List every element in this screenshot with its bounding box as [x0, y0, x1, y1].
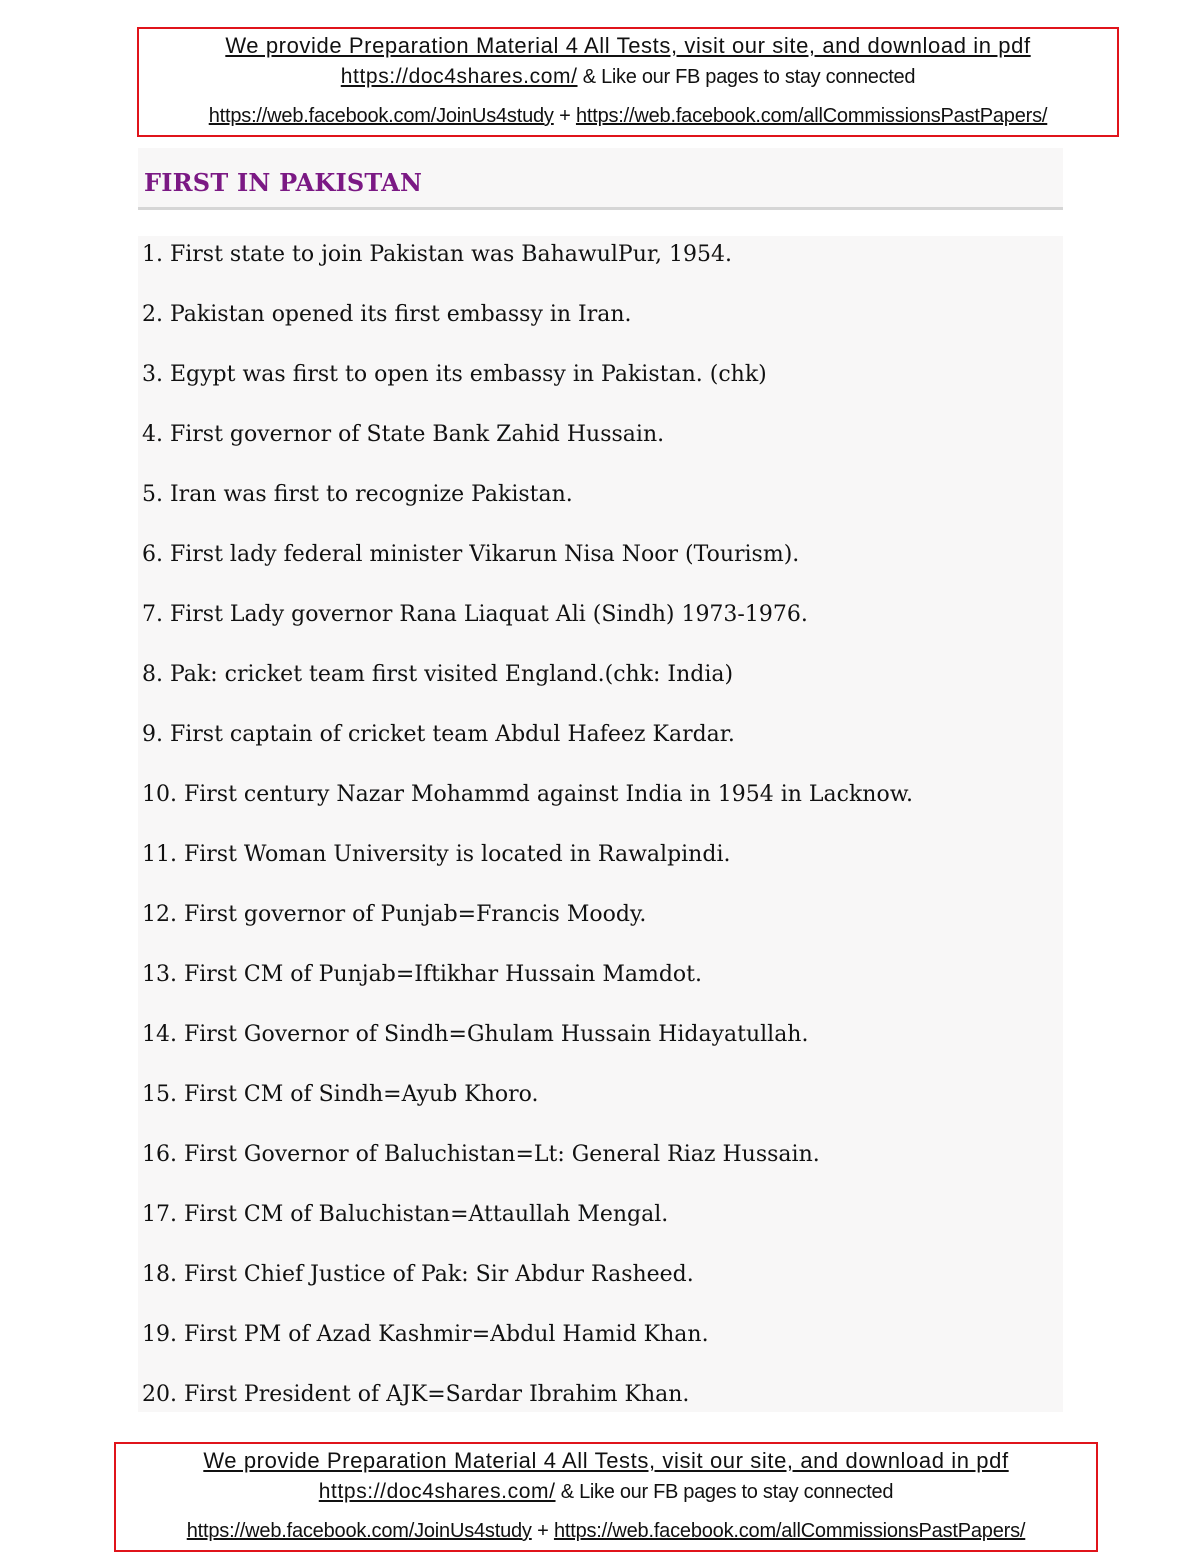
list-item: 1. First state to join Pakistan was BahawulPur, 1954. [142, 242, 732, 267]
promo-site-line [139, 65, 1117, 89]
facts-list [138, 236, 1063, 1412]
list-item: 8. Pak: cricket team first visited England.(chk: India) [142, 662, 734, 687]
promo-headline[interactable]: We provide Preparation Material 4 All Tests, visit our site, and download in pdf [203, 1448, 1009, 1473]
promo-banner-top [137, 27, 1119, 137]
facebook-link-commissions[interactable]: https://web.facebook.com/allCommissionsPastPapers/ [575, 105, 1048, 127]
list-item: 17. First CM of Baluchistan=Attaullah Mengal. [142, 1202, 669, 1227]
page-title: FIRST IN PAKISTAN [144, 168, 423, 197]
link-separator: + [531, 1520, 554, 1542]
promo-facebook-line [116, 1520, 1096, 1543]
facebook-link-commissions[interactable]: https://web.facebook.com/allCommissionsPastPapers/ [553, 1520, 1026, 1542]
promo-connect-text: & Like our FB pages to stay connected [577, 66, 916, 88]
list-item: 14. First Governor of Sindh=Ghulam Hussain Hidayatullah. [142, 1022, 809, 1047]
list-item: 12. First governor of Punjab=Francis Moody. [142, 902, 647, 927]
facebook-link-joinus[interactable]: https://web.facebook.com/JoinUs4study [208, 105, 554, 127]
list-item: 7. First Lady governor Rana Liaquat Ali (Sindh) 1973-1976. [142, 602, 808, 627]
site-link[interactable]: https://doc4shares.com/ [318, 1480, 556, 1503]
list-item: 2. Pakistan opened its first embassy in Iran. [142, 302, 632, 327]
list-item: 11. First Woman University is located in Rawalpindi. [142, 842, 731, 867]
list-item: 20. First President of AJK=Sardar Ibrahim Khan. [142, 1382, 690, 1407]
list-item: 5. Iran was first to recognize Pakistan. [142, 482, 573, 507]
list-item: 3. Egypt was first to open its embassy in Pakistan. (chk) [142, 362, 767, 387]
list-item: 4. First governor of State Bank Zahid Hussain. [142, 422, 665, 447]
promo-site-line [116, 1480, 1096, 1504]
promo-facebook-line [139, 105, 1117, 128]
list-item: 16. First Governor of Baluchistan=Lt: General Riaz Hussain. [142, 1142, 820, 1167]
list-item: 15. First CM of Sindh=Ayub Khoro. [142, 1082, 539, 1107]
site-link[interactable]: https://doc4shares.com/ [340, 65, 578, 88]
link-separator: + [553, 105, 576, 127]
list-item: 18. First Chief Justice of Pak: Sir Abdur Rasheed. [142, 1262, 694, 1287]
list-item: 6. First lady federal minister Vikarun Nisa Noor (Tourism). [142, 542, 800, 567]
heading-panel [138, 148, 1063, 210]
promo-headline[interactable]: We provide Preparation Material 4 All Tests, visit our site, and download in pdf [225, 33, 1031, 58]
list-item: 9. First captain of cricket team Abdul Hafeez Kardar. [142, 722, 735, 747]
list-item: 13. First CM of Punjab=Iftikhar Hussain Mamdot. [142, 962, 703, 987]
promo-banner-bottom [114, 1442, 1098, 1552]
list-item: 10. First century Nazar Mohammd against India in 1954 in Lacknow. [142, 782, 913, 807]
facebook-link-joinus[interactable]: https://web.facebook.com/JoinUs4study [186, 1520, 532, 1542]
promo-connect-text: & Like our FB pages to stay connected [555, 1481, 894, 1503]
list-item: 19. First PM of Azad Kashmir=Abdul Hamid Khan. [142, 1322, 709, 1347]
